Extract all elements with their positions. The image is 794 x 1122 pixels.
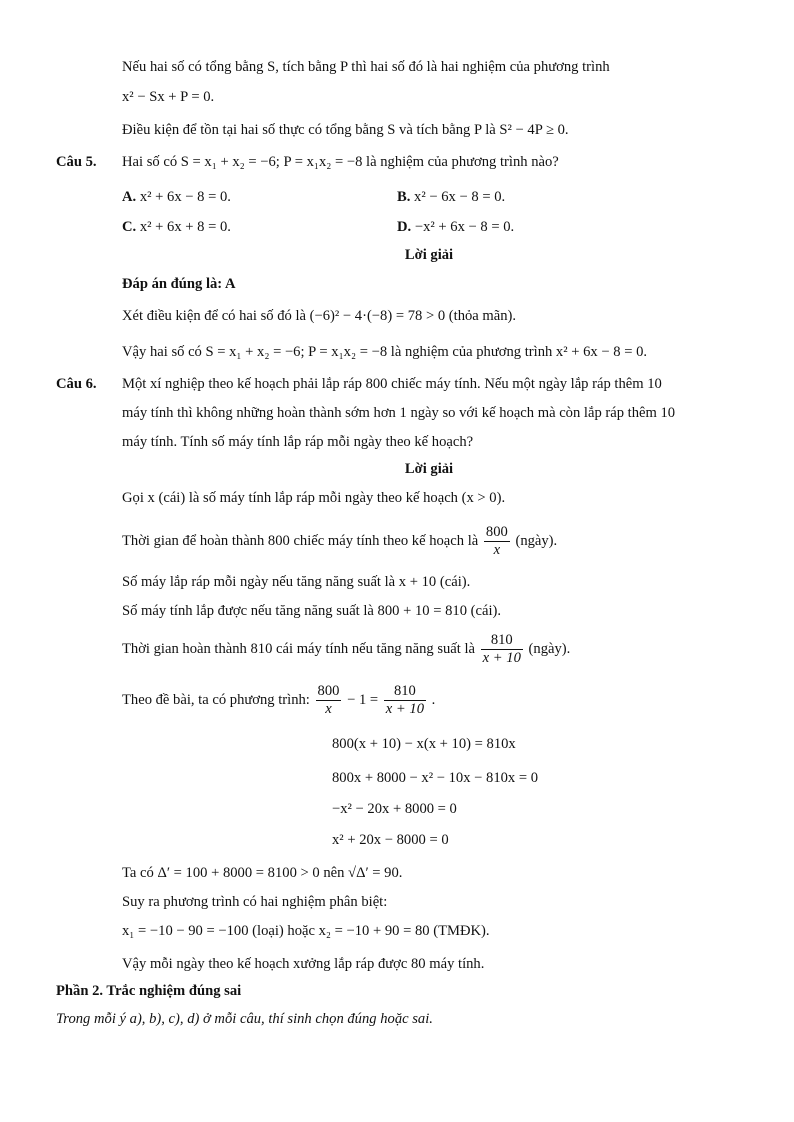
solution-6-step-3: Số máy lắp ráp mỗi ngày nếu tăng năng suất là x + 10 (cái). — [122, 574, 471, 590]
solution-6-step-10: Vậy mỗi ngày theo kế hoạch xưởng lắp ráp được 80 máy tính. — [122, 956, 485, 972]
equation-line-3: −x² − 20x + 8000 = 0 — [332, 801, 457, 817]
question-6-line-2: máy tính thì không những hoàn thành sớm hơn 1 ngày so với kế hoạch mà còn lắp ráp thêm 10 — [122, 405, 676, 421]
option-c — [122, 218, 231, 236]
option-letter: B. — [397, 189, 411, 205]
option-letter: C. — [122, 219, 137, 235]
solution-6-step-8: Suy ra phương trình có hai nghiệm phân biệt: — [122, 894, 388, 910]
part-2-instruction: Trong mỗi ý a), b), c), d) ở mỗi câu, thí sinh chọn đúng hoặc sai. — [56, 1011, 433, 1027]
fraction — [384, 683, 426, 718]
solution-6-step-4: Số máy tính lắp được nếu tăng năng suất là 800 + 10 = 810 (cái). — [122, 603, 502, 619]
numerator: 810 — [384, 683, 426, 701]
option-b — [397, 188, 505, 206]
option-letter: A. — [122, 189, 137, 205]
answer-5: Đáp án đúng là: A — [122, 276, 236, 292]
step-unit: (ngày). — [528, 641, 571, 657]
intro-line-2: x² − Sx + P = 0. — [122, 89, 215, 105]
solution-5-step-2: Vậy hai số có S = x₁ + x₂ = −6; P = x₁x₂ = −8 là nghiệm của phương trình x² + 6x − 8 = 0. — [122, 344, 648, 360]
solution-6-step-5 — [122, 630, 570, 668]
option-text: x² − 6x − 8 = 0. — [414, 189, 506, 205]
question-5-text: Hai số có S = x₁ + x₂ = −6; P = x₁x₂ = −8 là nghiệm của phương trình nào? — [122, 154, 559, 170]
equation-end: . — [431, 692, 436, 708]
denominator: x + 10 — [385, 701, 425, 718]
intro-line-1: Nếu hai số có tổng bằng S, tích bằng P thì hai số đó là hai nghiệm của phương trình — [122, 59, 610, 75]
fraction — [316, 683, 342, 718]
equation-line-4: x² + 20x − 8000 = 0 — [332, 832, 449, 848]
step-text: Thời gian để hoàn thành 800 chiếc máy tính theo kế hoạch là — [122, 533, 479, 549]
denominator: x — [493, 542, 501, 559]
intro-line-3: Điều kiện để tồn tại hai số thực có tổng bằng S và tích bằng P là S² − 4P ≥ 0. — [122, 122, 569, 138]
numerator: 800 — [485, 524, 508, 541]
fraction — [481, 632, 523, 667]
equation-line-2: 800x + 8000 − x² − 10x − 810x = 0 — [332, 770, 539, 786]
option-text: x² + 6x + 8 = 0. — [139, 219, 231, 235]
question-6-line-3: máy tính. Tính số máy tính lắp ráp mỗi ngày theo kế hoạch? — [122, 434, 474, 450]
option-a — [122, 188, 231, 206]
equation-line-1: 800(x + 10) − x(x + 10) = 810x — [332, 736, 516, 752]
option-text: −x² + 6x − 8 = 0. — [414, 219, 515, 235]
solution-6-step-9: x₁ = −10 − 90 = −100 (loại) hoặc x₂ = −10 + 90 = 80 (TMĐK). — [122, 923, 490, 939]
option-letter: D. — [397, 219, 412, 235]
question-6-label: Câu 6. — [56, 376, 97, 392]
solution-6-step-1: Gọi x (cái) là số máy tính lắp ráp mỗi ngày theo kế hoạch (x > 0). — [122, 490, 506, 506]
question-5-label: Câu 5. — [56, 154, 97, 170]
denominator: x + 10 — [482, 650, 521, 667]
step-text: Thời gian hoàn thành 810 cái máy tính nếu tăng năng suất là — [122, 641, 476, 657]
solution-5-title: Lời giải — [404, 247, 454, 263]
numerator: 800 — [317, 683, 340, 700]
equation-middle: − 1 = — [347, 692, 379, 708]
solution-6-step-2 — [122, 522, 557, 560]
solution-5-step-1: Xét điều kiện để có hai số đó là (−6)² − 4·(−8) = 78 > 0 (thỏa mãn). — [122, 308, 517, 324]
numerator: 810 — [481, 632, 523, 650]
fraction — [484, 524, 510, 559]
part-2-title: Phần 2. Trắc nghiệm đúng sai — [56, 983, 242, 999]
question-6-line-1: Một xí nghiệp theo kế hoạch phải lắp ráp 800 chiếc máy tính. Nếu một ngày lắp ráp thêm 10 — [122, 376, 662, 392]
step-unit: (ngày). — [515, 533, 558, 549]
option-d — [397, 218, 514, 236]
step-text: Theo đề bài, ta có phương trình: — [122, 692, 310, 708]
option-text: x² + 6x − 8 = 0. — [139, 189, 231, 205]
solution-6-title: Lời giải — [404, 461, 454, 477]
denominator: x — [325, 701, 332, 718]
solution-6-step-7: Ta có Δ′ = 100 + 8000 = 8100 > 0 nên √Δ′ = 90. — [122, 865, 403, 881]
solution-6-step-6 — [122, 681, 435, 719]
